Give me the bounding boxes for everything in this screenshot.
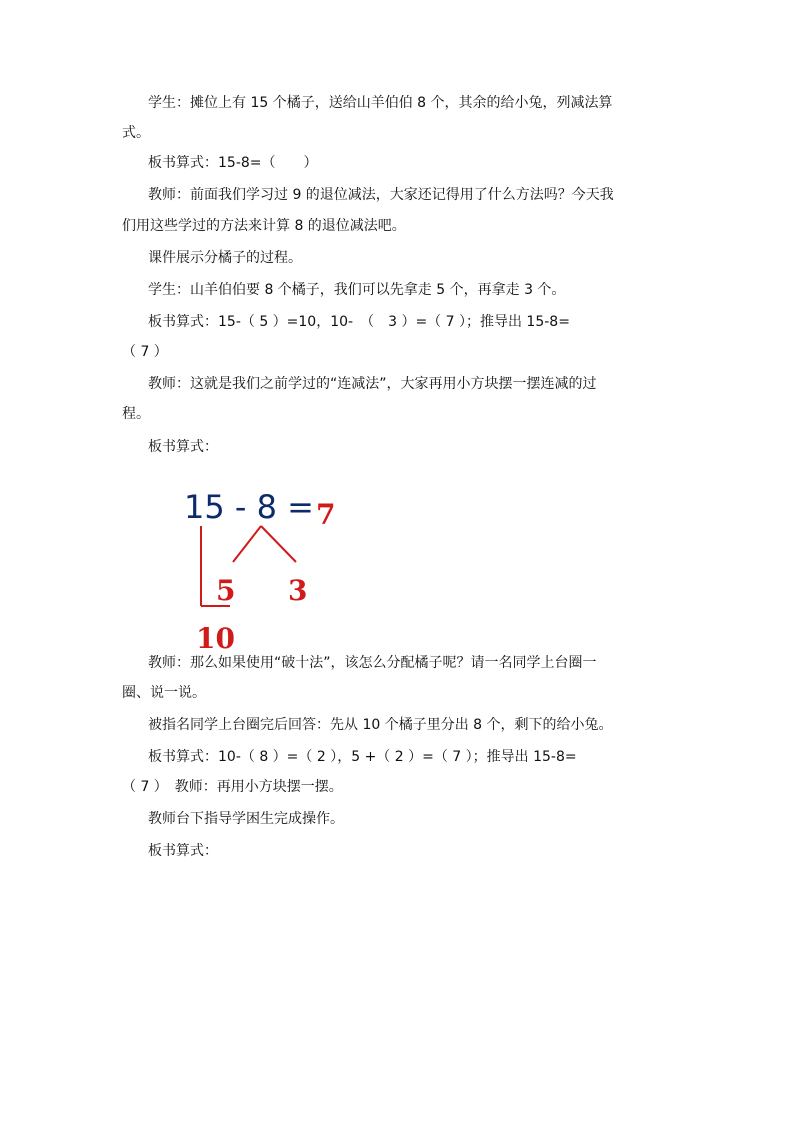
split-left-line (233, 526, 261, 562)
paragraph-line: （ 7 ） 教师：再用小方块摆一摆。 (122, 779, 343, 795)
paragraph-line: 被指名同学上台圈完后回答：先从 10 个橘子里分出 8 个，剩下的给小兔。 (148, 717, 613, 733)
subtraction-decomposition-diagram (160, 480, 400, 660)
paragraph-line: 教师台下指导学困生完成操作。 (148, 811, 344, 827)
paragraph-line: 学生：摊位上有 15 个橘子，送给山羊伯伯 8 个，其余的给小兔，列减法算 (148, 95, 613, 111)
split-right-line (261, 526, 296, 562)
paragraph-line: 圈、说一说。 (122, 685, 206, 701)
paragraph-line: 板书算式：10-（ 8 ）=（ 2 ），5 +（ 2 ）=（ 7 ）；推导出 15-8= (148, 749, 577, 765)
paragraph-line: 们用这些学过的方法来计算 8 的退位减法吧。 (122, 218, 406, 234)
paragraph-line: 板书算式：15-8=（ ） (148, 155, 318, 171)
diagram-bottom-value: 10 (196, 622, 235, 655)
diagram-svg (160, 480, 400, 660)
paragraph-line: 板书算式：15-（ 5 ）=10，10- （ 3 ）=（ 7 ）；推导出 15-8= (148, 314, 570, 330)
diagram-equation: 15 - 8 = (184, 488, 314, 526)
paragraph-line: 板书算式： (148, 843, 218, 859)
paragraph-line: 板书算式： (148, 439, 218, 455)
paragraph-line: 式。 (122, 125, 150, 141)
diagram-left-part: 5 (216, 574, 236, 607)
paragraph-line: 教师：那么如果使用“破十法”，该怎么分配橘子呢？请一名同学上台圈一 (148, 655, 597, 671)
diagram-result: 7 (316, 498, 336, 531)
paragraph-line: 课件展示分橘子的过程。 (148, 250, 302, 266)
paragraph-line: 程。 (122, 406, 150, 422)
diagram-right-part: 3 (288, 574, 308, 607)
paragraph-line: 教师：前面我们学习过 9 的退位减法，大家还记得用了什么方法吗？今天我 (148, 187, 614, 203)
paragraph-line: 学生：山羊伯伯要 8 个橘子，我们可以先拿走 5 个，再拿走 3 个。 (148, 282, 566, 298)
paragraph-line: 教师：这就是我们之前学过的“连减法”，大家再用小方块摆一摆连减的过 (148, 376, 597, 392)
paragraph-line: （ 7 ） (122, 344, 168, 360)
